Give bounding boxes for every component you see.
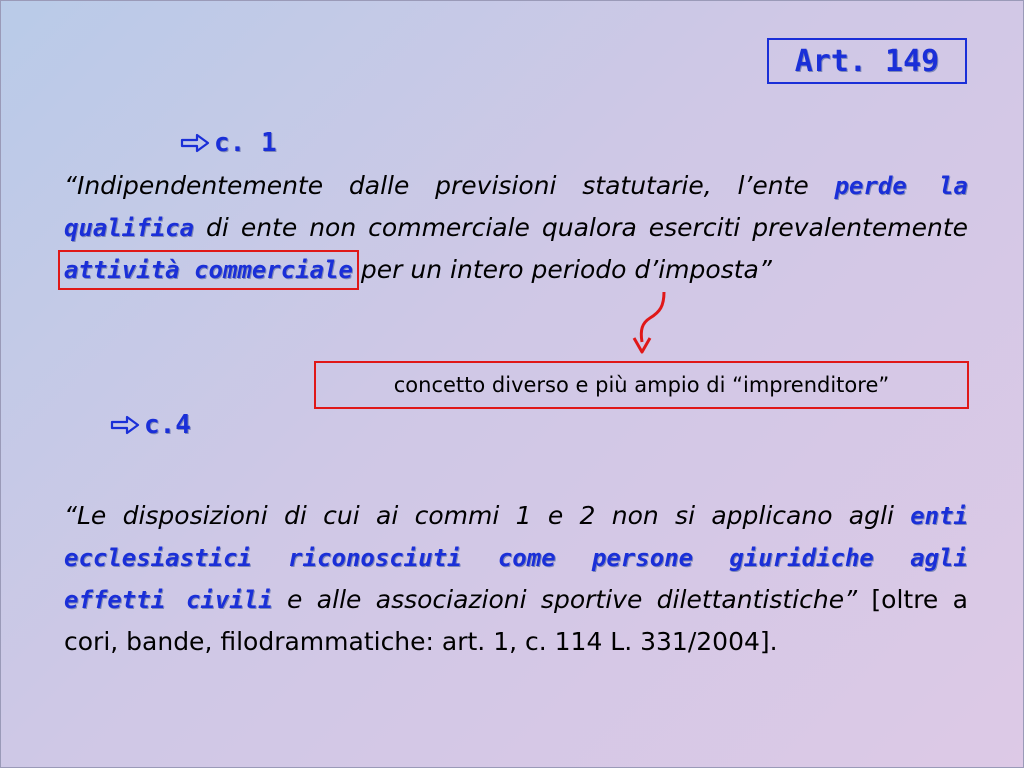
highlight-attivita-commerciale: attività commerciale (64, 256, 353, 284)
section1-text-after: per un intero periodo d’imposta” (352, 255, 772, 284)
section2-text-plain-after: [oltre a cori, bande, filodrammatiche: art. 1, c. 114 L. 331/2004]. (64, 585, 968, 656)
right-arrow-icon (110, 415, 140, 435)
section2-paragraph (64, 495, 968, 662)
section2-heading-label: c.4 (144, 410, 191, 440)
section1-paragraph (64, 165, 968, 291)
title-box (767, 38, 967, 84)
section1-heading (180, 128, 277, 158)
section1-heading-label: c. 1 (214, 128, 277, 158)
section1-text-before: “Indipendentemente dalle previsioni statutarie, l’ente (64, 171, 835, 200)
section1-text-middle: di ente non commerciale qualora eserciti prevalentemente (194, 213, 968, 242)
slide-title: Art. 149 (794, 43, 940, 79)
note-text: concetto diverso e più ampio di “imprenditore” (393, 373, 890, 397)
section2-text-italic-after: e alle associazioni sportive dilettantistiche” (272, 585, 858, 614)
highlight-perde-la-qualifica: perde la qualifica (64, 172, 968, 242)
highlight-enti-ecclesiastici: enti ecclesiastici riconosciuti come persone giuridiche agli effetti civili (64, 502, 968, 614)
right-arrow-icon (180, 133, 210, 153)
note-box (314, 361, 969, 409)
section2-heading (110, 410, 191, 440)
connector-arrow (630, 290, 680, 362)
section2-text-before: “Le disposizioni di cui ai commi 1 e 2 non si applicano agli (64, 501, 911, 530)
